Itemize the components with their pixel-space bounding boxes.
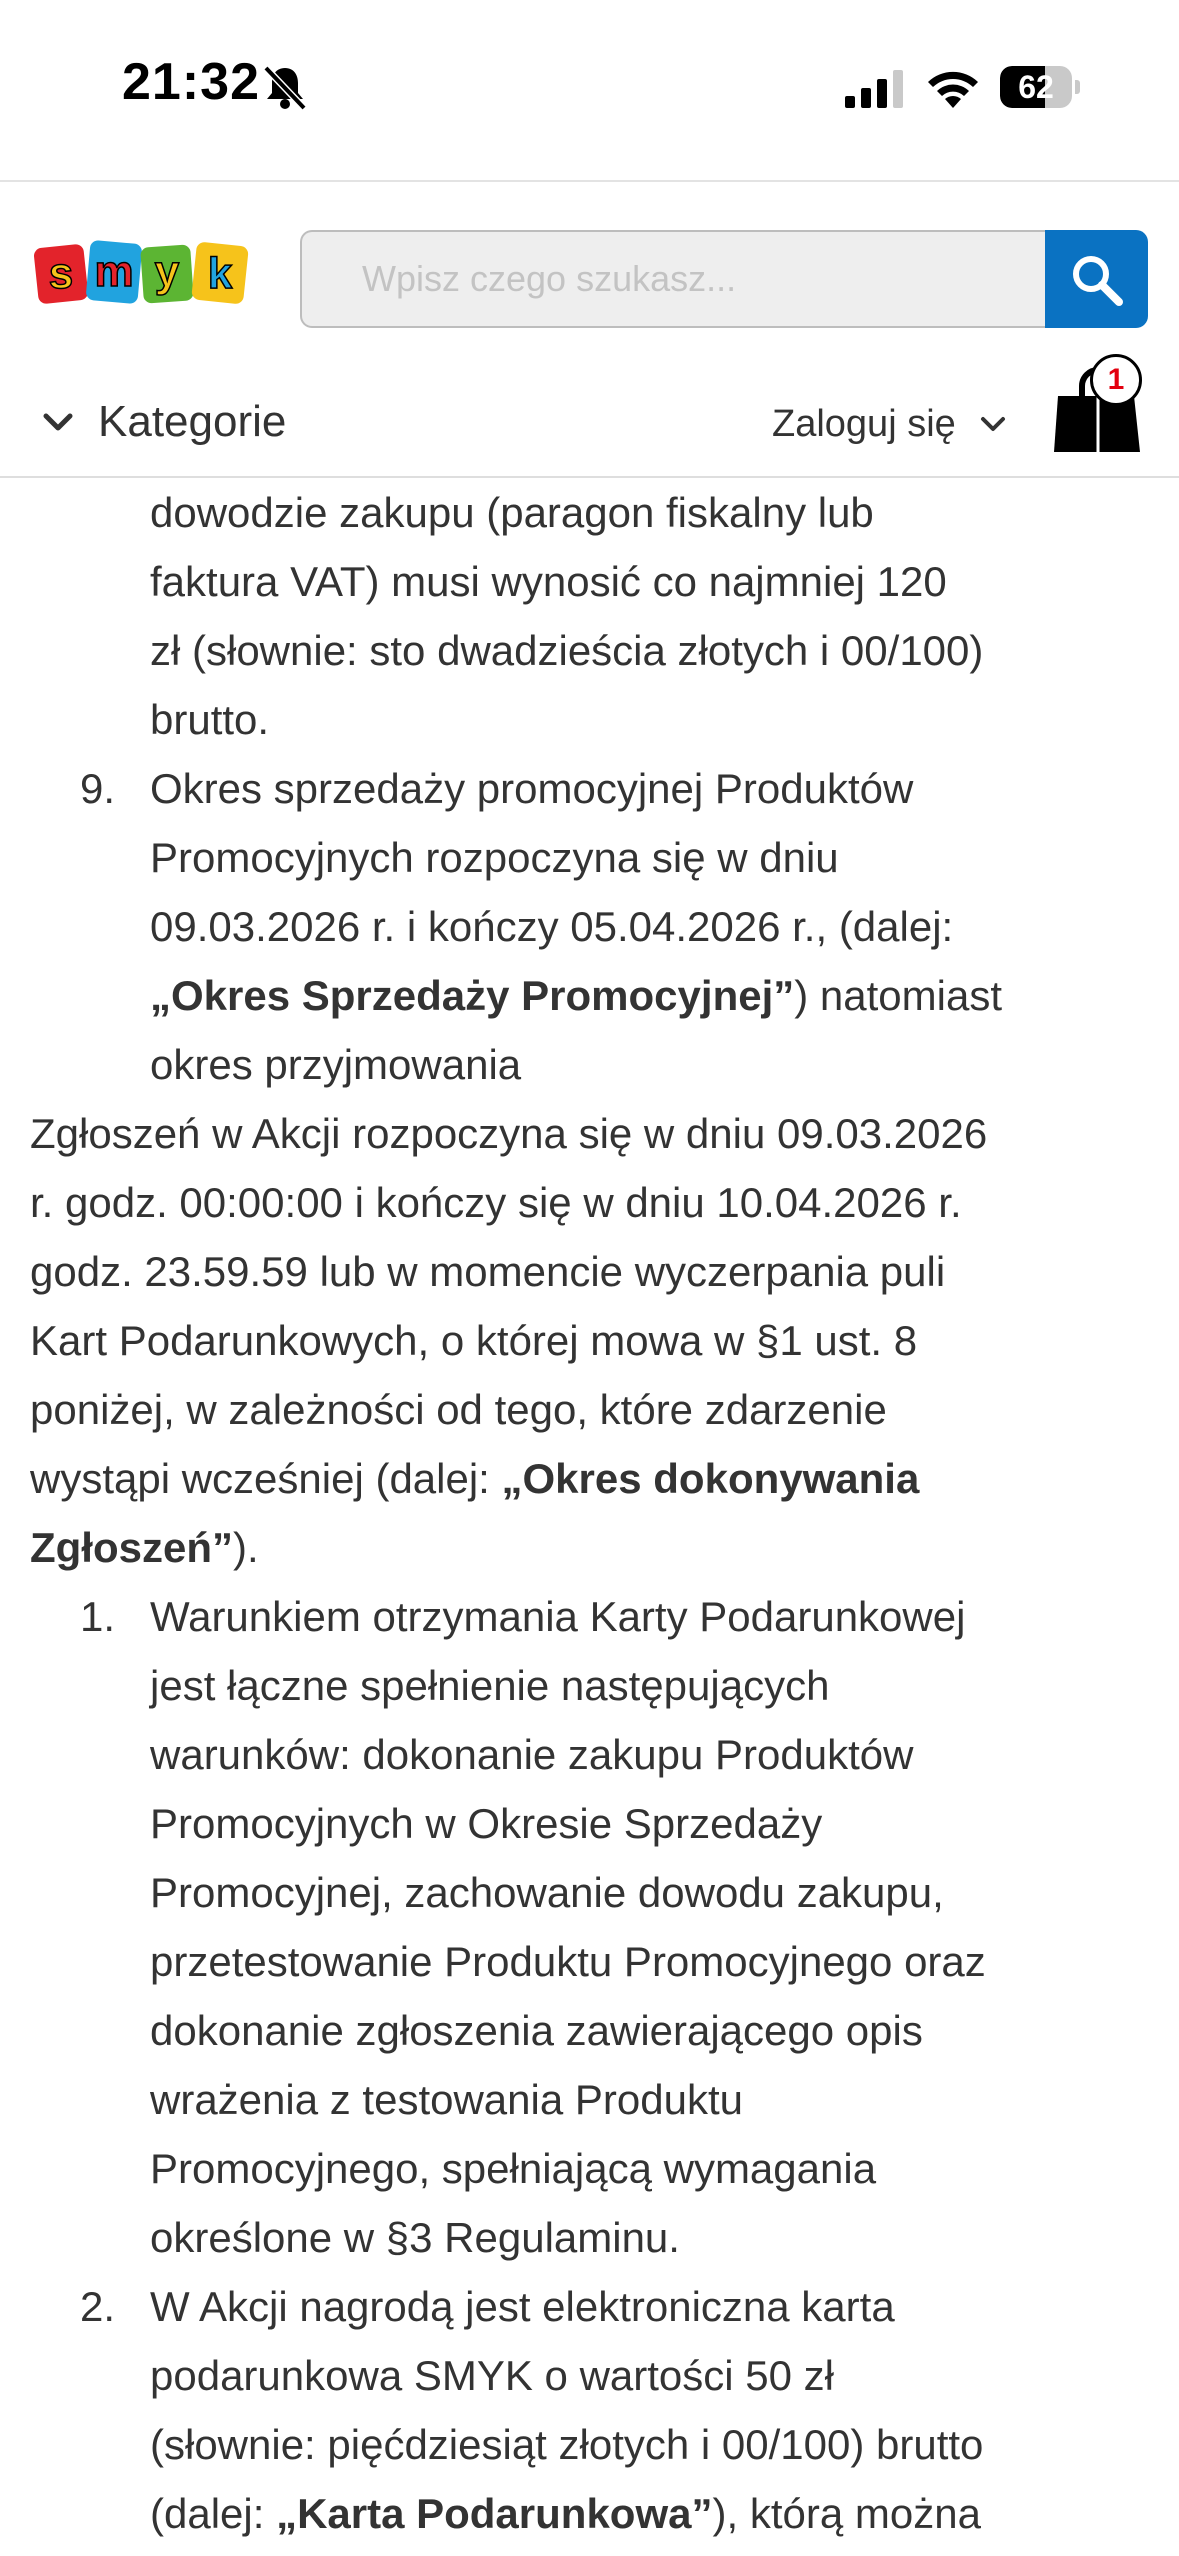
paragraph-line: Promocyjnych rozpoczyna się w dniu	[150, 834, 839, 881]
paragraph-line: „Okres Sprzedaży Promocyjnej”) natomiast	[150, 972, 1003, 1019]
paragraph-line: Promocyjnej, zachowanie dowodu zakupu,	[150, 1869, 944, 1916]
list-number: 9.	[80, 765, 116, 812]
paragraph-line: brutto.	[150, 696, 270, 743]
regulations-text	[0, 478, 1179, 2556]
svg-text:m: m	[94, 247, 134, 296]
paragraph-line: faktura VAT) musi wynosić co najmniej 120	[150, 558, 947, 605]
paragraph-line: Promocyjnego, spełniającą wymagania	[150, 2145, 877, 2192]
paragraph-line: jest łączne spełnienie następujących	[150, 1662, 830, 1709]
bell-slash-icon	[260, 62, 310, 112]
bold-term: Zgłoszeń”	[30, 1524, 234, 1571]
chevron-down-icon	[978, 409, 1008, 439]
svg-text:k: k	[207, 249, 233, 298]
paragraph-line: zł (słownie: sto dwadzieścia złotych i 00/100)	[150, 627, 984, 674]
paragraph-line: Kart Podarunkowych, o której mowa w §1 ust. 8	[30, 1317, 918, 1364]
paragraph-line: Okres sprzedaży promocyjnej Produktów	[150, 765, 914, 812]
paragraph-line: Zgłoszeń”).	[30, 1524, 259, 1571]
search-bar	[300, 230, 1148, 332]
paragraph-line: Promocyjnych w Okresie Sprzedaży	[150, 1800, 823, 1847]
categories-label: Kategorie	[98, 397, 287, 446]
divider	[0, 180, 1179, 182]
status-time: 21:32	[122, 53, 260, 111]
categories-button[interactable]	[40, 392, 286, 452]
cart-count-badge: 1	[1090, 354, 1142, 406]
search-input[interactable]	[300, 230, 1045, 328]
battery-icon	[1000, 66, 1080, 108]
list-number: 1.	[80, 1593, 116, 1640]
paragraph-line: określone w §3 Regulaminu.	[150, 2214, 680, 2261]
wifi-icon	[925, 64, 981, 108]
paragraph-line: 09.03.2026 r. i kończy 05.04.2026 r., (dalej:	[150, 903, 954, 950]
paragraph-line: W Akcji nagrodą jest elektroniczna karta	[150, 2283, 895, 2330]
bold-term: „Okres Sprzedaży Promocyjnej”	[150, 972, 795, 1019]
chevron-down-icon	[40, 404, 76, 440]
paragraph-line: warunków: dokonanie zakupu Produktów	[150, 1731, 914, 1778]
paragraph-line: r. godz. 00:00:00 i kończy się w dniu 10.04.2026 r.	[30, 1179, 962, 1226]
svg-text:y: y	[154, 247, 180, 296]
paragraph-line: przetestowanie Produktu Promocyjnego oraz	[150, 1938, 986, 1985]
search-icon	[1069, 252, 1125, 308]
login-button[interactable]	[772, 394, 1008, 454]
search-button[interactable]	[1045, 230, 1148, 328]
paragraph-line: Zgłoszeń w Akcji rozpoczyna się w dniu 09.03.2026	[30, 1110, 988, 1157]
paragraph-line: dowodzie zakupu (paragon fiskalny lub	[150, 489, 874, 536]
list-number: 2.	[80, 2283, 116, 2330]
bold-term: „Karta Podarunkowa”	[276, 2490, 713, 2537]
nav-bar	[0, 368, 1179, 478]
status-bar	[0, 0, 1179, 180]
paragraph-line: (słownie: pięćdziesiąt złotych i 00/100) brutto	[150, 2421, 984, 2468]
cellular-signal-icon	[845, 70, 905, 108]
paragraph-line: wrażenia z testowania Produktu	[150, 2076, 743, 2123]
battery-level: 62	[1018, 69, 1054, 105]
smyk-logo[interactable]	[34, 238, 249, 310]
paragraph-line: Warunkiem otrzymania Karty Podarunkowej	[150, 1593, 966, 1640]
paragraph-line: poniżej, w zależności od tego, które zdarzenie	[30, 1386, 887, 1433]
paragraph-line: okres przyjmowania	[150, 1041, 522, 1088]
paragraph-line: godz. 23.59.59 lub w momencie wyczerpania puli	[30, 1248, 946, 1295]
paragraph-line: dokonanie zgłoszenia zawierającego opis	[150, 2007, 923, 2054]
paragraph-line: wystąpi wcześniej (dalej: „Okres dokonywania	[30, 1455, 920, 1502]
paragraph-line: (dalej: „Karta Podarunkowa”), którą można	[150, 2490, 981, 2537]
svg-text:s: s	[48, 249, 74, 298]
paragraph-line: podarunkowa SMYK o wartości 50 zł	[150, 2352, 834, 2399]
login-label: Zaloguj się	[772, 402, 956, 445]
bold-term: „Okres dokonywania	[501, 1455, 920, 1502]
